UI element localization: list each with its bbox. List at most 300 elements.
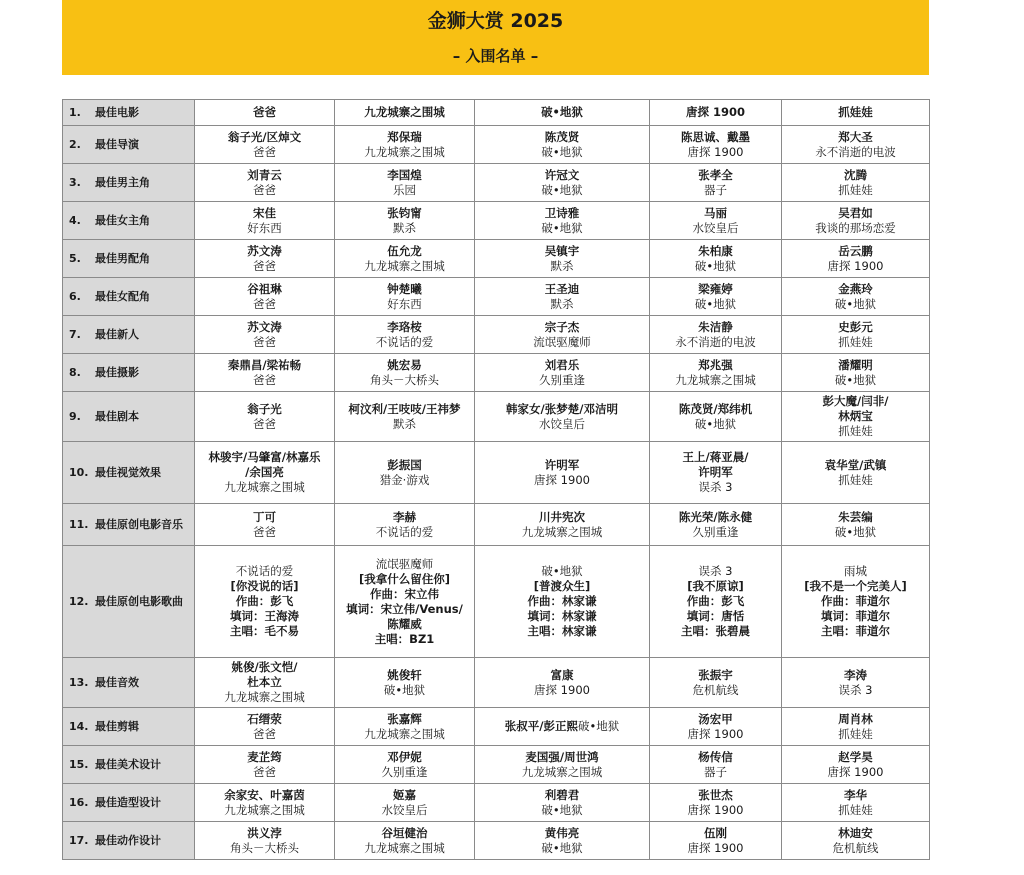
nominee-names: 姬嘉 (393, 787, 416, 802)
nominee-film: 九龙城寨之围城 (224, 690, 305, 704)
nominee-cell (195, 164, 335, 202)
nominee-names: 林迪安 (838, 825, 873, 840)
category-name: 最佳剪辑 (95, 720, 139, 733)
category-cell (63, 100, 195, 126)
nominee-film: 九龙城寨之围城 (675, 372, 756, 387)
category-number: 2. (69, 138, 81, 151)
nominee-cell (335, 708, 475, 746)
category-number: 9. (69, 410, 81, 423)
nominee-cell (475, 504, 650, 546)
nominee-cell (335, 784, 475, 822)
category-row (63, 164, 930, 202)
category-cell (63, 240, 195, 278)
nominee-film: 爸爸 (253, 764, 276, 779)
nominee-film: 好东西 (247, 220, 282, 235)
nominee-names: 潘耀明 (838, 357, 873, 372)
category-cell (63, 316, 195, 354)
nominee-cell (475, 392, 650, 442)
nominee-names: 苏文涛 (247, 319, 282, 334)
nominee-names: 汤宏甲 (698, 711, 733, 726)
nominee-names: [我不是一个完美人] 作曲：菲道尔 填词：菲道尔 主唱：菲道尔 (804, 579, 907, 638)
nominee-names: 王上/蒋亚晨/ 许明军 (682, 450, 749, 479)
nominee-names: [我不原谅] 作曲：彭飞 填词：唐恬 主唱：张碧晨 (681, 579, 750, 638)
category-cell (63, 202, 195, 240)
nominee-cell (195, 240, 335, 278)
nominee-film: 默杀 (550, 258, 574, 273)
nominee-film: 唐探 1900 (687, 802, 744, 817)
nominee-film: 不说话的爱 (375, 524, 434, 539)
nominee-cell (475, 316, 650, 354)
nominee-film: 久别重逢 (381, 764, 428, 779)
nominee-cell (195, 658, 335, 708)
category-name: 最佳原创电影歌曲 (95, 595, 183, 608)
nominee-names: 吴君如 (838, 205, 873, 220)
nominee-film: 器子 (704, 764, 727, 779)
nominations-table (62, 99, 930, 860)
nominee-cell (335, 164, 475, 202)
nominee-cell (782, 278, 930, 316)
category-row (63, 100, 930, 126)
nominee-cell (475, 278, 650, 316)
nominee-cell (650, 354, 782, 392)
nominee-names: 林骏宇/马肇富/林嘉乐 /余国亮 (208, 450, 321, 479)
nominee-cell (195, 316, 335, 354)
category-number: 12. (69, 595, 89, 608)
category-row (63, 822, 930, 860)
category-number: 8. (69, 366, 81, 379)
nominee-cell (335, 354, 475, 392)
page-subtitle: – 入围名单 – (452, 47, 539, 65)
nominee-cell (782, 126, 930, 164)
nominee-names: 马丽 (704, 205, 727, 220)
nominee-film: 爸爸 (253, 182, 276, 197)
header-banner (62, 0, 929, 75)
nominee-film: 默杀 (393, 220, 416, 235)
nominee-names: 陈茂贤 (544, 129, 580, 144)
nominee-film: 唐探 1900 (827, 764, 884, 779)
nominee-film: 角头－大桥头 (370, 372, 439, 387)
nominee-names: 钟楚曦 (387, 281, 422, 296)
nominee-film: 误杀 3 (698, 564, 733, 578)
nominee-cell (650, 164, 782, 202)
nominee-film: 破•地狱 (694, 296, 737, 311)
nominee-cell (195, 546, 335, 658)
category-number: 15. (69, 758, 89, 771)
nominee-film: 默杀 (550, 296, 574, 311)
nominee-cell (650, 100, 782, 126)
category-name: 最佳美术设计 (95, 758, 161, 771)
nominee-film: 九龙城寨之围城 (364, 840, 445, 855)
nominee-names: 杨传信 (698, 749, 733, 764)
nominee-names: 沈腾 (844, 167, 867, 182)
nominee-film: 久别重逢 (692, 524, 739, 539)
nominee-film: 抓娃娃 (838, 802, 873, 817)
nominee-names: 刘青云 (247, 167, 282, 182)
category-name: 最佳造型设计 (95, 796, 161, 809)
nominee-film: 唐探 1900 (687, 144, 744, 159)
nominee-names: 李珞桉 (387, 319, 422, 334)
category-cell (63, 392, 195, 442)
nominee-film: 好东西 (387, 296, 422, 311)
nominee-cell (650, 392, 782, 442)
nominee-names: 陈光荣/陈永健 (678, 509, 753, 524)
nominee-cell (782, 746, 930, 784)
nominee-names: 韩家女/张梦楚/邓洁明 (506, 401, 618, 416)
category-row (63, 392, 930, 442)
nominee-names: 邓伊妮 (387, 749, 422, 764)
nominee-cell (782, 708, 930, 746)
nominee-cell (782, 164, 930, 202)
nominee-cell (782, 392, 930, 442)
nominee-cell (475, 746, 650, 784)
nominee-names: 金燕玲 (838, 281, 873, 296)
category-row (63, 442, 930, 504)
nominee-cell (782, 504, 930, 546)
category-number: 11. (69, 518, 89, 531)
category-name: 最佳新人 (95, 328, 139, 341)
nominee-names: 郑大圣 (838, 129, 873, 144)
nominee-film: 九龙城寨之围城 (364, 144, 445, 159)
nominee-names: 郑保瑞 (387, 129, 422, 144)
category-number: 4. (69, 214, 81, 227)
nominee-names: 爸爸 (253, 105, 276, 119)
nominee-names: 麦国强/周世鸿 (525, 749, 599, 764)
nominee-names: 富康 (550, 667, 574, 682)
category-cell (63, 658, 195, 708)
nominee-names: 姚俊/张文恺/ 杜本立 (231, 660, 298, 689)
nominee-film: 破•地狱 (541, 144, 583, 159)
nominee-cell (195, 822, 335, 860)
nominee-cell (195, 442, 335, 504)
nominee-names: 许冠文 (544, 167, 580, 182)
category-name: 最佳女配角 (95, 290, 150, 303)
nominee-cell (782, 784, 930, 822)
category-name: 最佳音效 (95, 676, 139, 689)
nominee-film: 爸爸 (253, 524, 276, 539)
nominee-cell (782, 442, 930, 504)
nominee-names: 赵学昊 (838, 749, 873, 764)
nominee-cell (782, 822, 930, 860)
nominee-film: 爸爸 (253, 258, 276, 273)
nominee-cell (195, 126, 335, 164)
nominee-film: 破•地狱 (694, 258, 737, 273)
nominee-film: 乐园 (393, 182, 416, 197)
nominee-film: 爸爸 (253, 726, 276, 741)
nominee-cell (335, 546, 475, 658)
nominee-film: 唐探 1900 (534, 682, 590, 697)
nominee-names: 李国煌 (387, 167, 422, 182)
nominee-cell (475, 100, 650, 126)
nominee-film: 默杀 (393, 416, 416, 431)
nominee-names: 朱洁静 (698, 319, 733, 334)
category-cell (63, 784, 195, 822)
nominee-cell (782, 202, 930, 240)
category-row (63, 546, 930, 658)
nominee-film: 破•地狱 (541, 802, 583, 817)
nominee-film: 器子 (704, 182, 727, 197)
nominee-cell (335, 240, 475, 278)
nominee-names: 李华 (844, 787, 867, 802)
nominee-names: 陈茂贤/郑纬机 (678, 401, 753, 416)
nominee-names: 卫诗雅 (544, 205, 580, 220)
nominee-cell (475, 784, 650, 822)
category-row (63, 658, 930, 708)
nominee-names: 梁雍婷 (698, 281, 733, 296)
nominee-film: 永不消逝的电波 (815, 144, 896, 159)
nominee-cell (650, 784, 782, 822)
nominee-names: 丁可 (253, 509, 276, 524)
nominee-film: 抓娃娃 (838, 334, 873, 349)
nominee-film: 误杀 3 (698, 480, 733, 494)
nominee-film: 猎金·游戏 (379, 472, 430, 487)
nominee-names: 姚宏易 (387, 357, 422, 372)
nominee-film: 九龙城寨之围城 (224, 480, 305, 494)
nominee-film: 永不消逝的电波 (675, 334, 756, 349)
nominee-film: 不说话的爱 (235, 564, 294, 578)
nominee-names: 石缙荥 (247, 711, 282, 726)
nominee-cell (650, 316, 782, 354)
category-row (63, 504, 930, 546)
nominee-names: [我拿什么留住你] 作曲：宋立伟 填词：宋立伟/Venus/ 陈耀威 主唱：BZ1 (346, 571, 463, 646)
nominee-film: 误杀 3 (838, 682, 873, 697)
nominee-film: 水饺皇后 (381, 802, 428, 817)
nominee-cell (475, 546, 650, 658)
nominee-cell (475, 240, 650, 278)
nominee-cell (335, 202, 475, 240)
category-number: 6. (69, 290, 81, 303)
category-row (63, 316, 930, 354)
category-row (63, 126, 930, 164)
nominee-film: 久别重逢 (539, 372, 585, 387)
nominee-cell (650, 240, 782, 278)
category-number: 16. (69, 796, 89, 809)
nominee-film: 爸爸 (253, 296, 276, 311)
nominee-names: 张振宇 (698, 667, 733, 682)
nominee-names: 史彭元 (838, 319, 873, 334)
category-number: 17. (69, 834, 89, 847)
nominee-film: 水饺皇后 (692, 220, 739, 235)
nominee-film: 角头－大桥头 (230, 840, 299, 855)
nominee-cell (475, 658, 650, 708)
nominee-cell (195, 746, 335, 784)
nominee-film: 破•地狱 (834, 524, 877, 539)
nominee-names: 彭大魔/闫非/ 林炳宝 (822, 394, 889, 423)
nominee-cell (335, 316, 475, 354)
nominee-names: 唐探 1900 (685, 105, 745, 119)
category-name: 最佳男配角 (95, 252, 150, 265)
nominee-names: 刘君乐 (544, 357, 580, 372)
nominee-film: 破•地狱 (541, 182, 583, 197)
category-cell (63, 126, 195, 164)
nominee-cell (475, 822, 650, 860)
category-cell (63, 278, 195, 316)
category-name: 最佳剧本 (95, 410, 139, 423)
nominee-names: 翁子光/区焯文 (227, 129, 302, 144)
category-row (63, 202, 930, 240)
category-name: 最佳原创电影音乐 (95, 518, 183, 531)
nominee-film: 唐探 1900 (534, 472, 590, 487)
nominee-names: 川井宪次 (539, 509, 585, 524)
nominee-film: 抓娃娃 (838, 726, 873, 741)
nominee-cell (335, 822, 475, 860)
nominee-cell (782, 316, 930, 354)
nominee-names: 姚俊轩 (387, 667, 422, 682)
nominee-cell (475, 164, 650, 202)
nominee-names: 张世杰 (698, 787, 733, 802)
nominee-names: 麦芷筠 (247, 749, 282, 764)
nominee-names: 吴镇宇 (544, 243, 580, 258)
category-row (63, 746, 930, 784)
nominee-film: 唐探 1900 (827, 258, 884, 273)
nominee-film: 我谈的那场恋爱 (815, 220, 896, 235)
nominee-names: 许明军 (544, 457, 580, 472)
nominee-film: 九龙城寨之围城 (521, 524, 603, 539)
nominee-names: 利碧君 (544, 787, 580, 802)
nominee-film: 爸爸 (253, 334, 276, 349)
nominee-cell (650, 278, 782, 316)
category-number: 13. (69, 676, 89, 689)
category-row (63, 278, 930, 316)
nominee-film: 爸爸 (253, 372, 276, 387)
nominee-names: 伍刚 (704, 825, 727, 840)
nominee-cell (195, 708, 335, 746)
nominee-names: 宗子杰 (544, 319, 580, 334)
nominee-names: 抓娃娃 (838, 105, 873, 119)
nominee-film: 九龙城寨之围城 (364, 258, 445, 273)
nominee-film: 危机航线 (692, 682, 739, 697)
nominee-film: 破•地狱 (541, 220, 583, 235)
nominee-film: 抓娃娃 (838, 182, 873, 197)
nominee-film: 九龙城寨之围城 (364, 726, 445, 741)
nominee-cell (335, 392, 475, 442)
nominee-film: 九龙城寨之围城 (224, 802, 305, 817)
nominee-cell (195, 278, 335, 316)
nominee-cell (782, 240, 930, 278)
nominee-names: 袁华堂/武镇 (824, 457, 887, 472)
nominee-cell (195, 202, 335, 240)
nominee-cell (650, 126, 782, 164)
category-number: 5. (69, 252, 81, 265)
nominee-names: 谷垣健治 (381, 825, 428, 840)
nominee-names: 张嘉辉 (387, 711, 422, 726)
nominee-cell (335, 442, 475, 504)
nominee-names: 谷祖琳 (247, 281, 282, 296)
page-title: 金狮大赏 2025 (427, 10, 564, 32)
nominee-cell (650, 708, 782, 746)
nominee-names: 张叔平/彭正熙 (504, 719, 578, 733)
nominee-film: 不说话的爱 (375, 334, 434, 349)
nominee-names: 秦鼎昌/梁祐畅 (227, 357, 302, 372)
nominee-cell (475, 708, 650, 746)
nominee-film: 抓娃娃 (838, 472, 873, 487)
nominee-names: 张孝全 (698, 167, 733, 182)
nominee-film: 破•地狱 (383, 682, 426, 697)
category-name: 最佳导演 (95, 138, 139, 151)
nominee-cell (782, 546, 930, 658)
nominee-film: 流氓驱魔师 (533, 334, 591, 349)
nominee-cell (650, 546, 782, 658)
nominee-cell (650, 442, 782, 504)
nominee-names: 余家安、叶嘉茵 (224, 787, 305, 802)
category-cell (63, 442, 195, 504)
nominee-names: 朱柏康 (698, 243, 733, 258)
nominee-film: 破•地狱 (541, 840, 583, 855)
nominee-film: 抓娃娃 (838, 424, 873, 438)
nominee-film: 爸爸 (253, 144, 276, 159)
category-number: 14. (69, 720, 89, 733)
nominee-names: 李赫 (393, 509, 416, 524)
category-name: 最佳电影 (95, 106, 139, 119)
nominee-cell (782, 658, 930, 708)
nominee-cell (335, 100, 475, 126)
nominee-names: 张钧甯 (387, 205, 422, 220)
nominee-names: [普渡众生] 作曲：林家谦 填词：林家谦 主唱：林家谦 (527, 579, 597, 638)
nominee-names: [你没说的话] 作曲：彭飞 填词：王海涛 主唱：毛不易 (230, 579, 299, 638)
category-number: 7. (69, 328, 81, 341)
category-cell (63, 822, 195, 860)
category-number: 3. (69, 176, 81, 189)
nominee-cell (650, 658, 782, 708)
nominee-film: 唐探 1900 (687, 840, 744, 855)
nominee-names: 九龙城寨之围城 (364, 105, 445, 119)
category-cell (63, 354, 195, 392)
nominee-cell (475, 354, 650, 392)
category-cell (63, 164, 195, 202)
nominee-cell (335, 658, 475, 708)
nominee-cell (335, 504, 475, 546)
nominee-names: 李涛 (844, 667, 867, 682)
category-name: 最佳摄影 (95, 366, 139, 379)
category-name: 最佳男主角 (95, 176, 150, 189)
nominee-names: 翁子光 (247, 401, 282, 416)
nominee-names: 黄伟亮 (544, 825, 580, 840)
nominee-names: 彭振国 (387, 457, 422, 472)
nominee-cell (475, 442, 650, 504)
category-name: 最佳女主角 (95, 214, 150, 227)
category-cell (63, 746, 195, 784)
nominee-film: 唐探 1900 (687, 726, 744, 741)
category-row (63, 354, 930, 392)
nominee-names: 柯汶利/王吱吱/王祎梦 (348, 401, 461, 416)
nominee-film: 破•地狱 (541, 564, 583, 578)
nominee-names: 周肖林 (838, 711, 873, 726)
category-cell (63, 504, 195, 546)
nominee-film: 九龙城寨之围城 (521, 764, 603, 779)
nominee-film: 水饺皇后 (539, 416, 585, 431)
nominee-cell (650, 202, 782, 240)
nominee-names: 苏文涛 (247, 243, 282, 258)
nominee-film: 流氓驱魔师 (375, 556, 434, 571)
category-cell (63, 708, 195, 746)
nominee-cell (195, 784, 335, 822)
category-row (63, 708, 930, 746)
category-name: 最佳动作设计 (95, 834, 161, 847)
nominee-names: 破•地狱 (541, 105, 583, 119)
nominee-names: 岳云鹏 (838, 243, 873, 258)
nominee-cell (650, 746, 782, 784)
nominee-film: 破•地狱 (834, 372, 877, 387)
nominee-film: 破•地狱 (577, 719, 620, 733)
nominee-names: 宋佳 (253, 205, 276, 220)
category-row (63, 784, 930, 822)
category-name: 最佳视觉效果 (95, 466, 161, 479)
nominee-film: 破•地狱 (694, 416, 737, 431)
nominee-cell (195, 392, 335, 442)
nominee-names: 陈思诚、戴墨 (681, 129, 750, 144)
category-row (63, 240, 930, 278)
nominee-cell (335, 746, 475, 784)
nominee-cell (475, 202, 650, 240)
